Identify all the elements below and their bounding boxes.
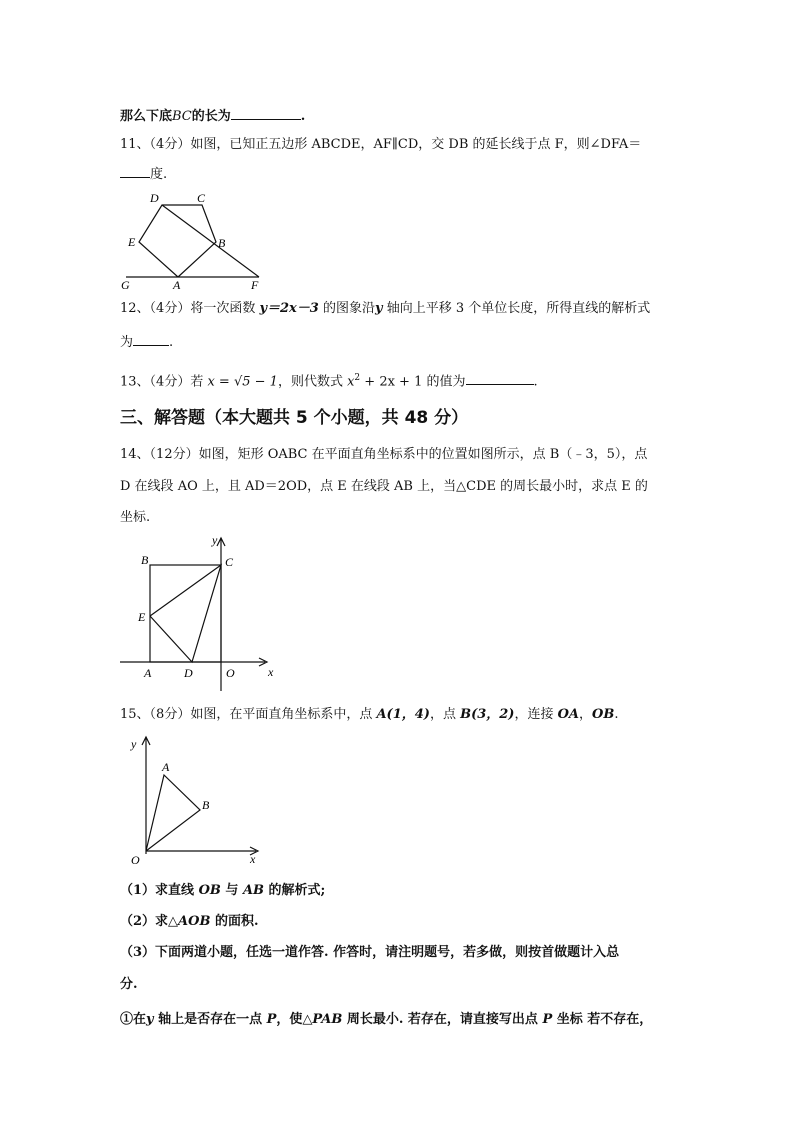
q13-expr1: x = √5 − 1	[207, 374, 278, 390]
q15-sub1-p: P	[266, 1012, 277, 1027]
label-y: y	[212, 533, 218, 547]
q12-line1	[120, 300, 650, 318]
q15-intro	[120, 706, 619, 724]
q13-a: 13、（4分）若	[120, 374, 208, 390]
q15-sub1-triangle: △PAB	[302, 1012, 343, 1027]
q11-line2	[120, 164, 167, 184]
label-a: A	[162, 760, 170, 774]
label-a: A	[144, 666, 152, 680]
label-g: G	[121, 278, 130, 292]
q14-line2: D 在线段 AO 上，且 AD＝2OD，点 E 在线段 AB 上，当△CDE 的周长最小时，求点 E 的	[120, 479, 648, 494]
q12-y: y	[375, 301, 383, 316]
label-b: B	[141, 553, 149, 567]
q12-line1-a: 12、（4分）将一次函数	[120, 301, 260, 316]
q15-part1	[120, 882, 325, 900]
label-c: C	[197, 191, 206, 205]
q12-line1-b: 的图象沿	[318, 301, 375, 316]
label-b: B	[218, 236, 226, 250]
q15-sub1-p2: P	[542, 1012, 553, 1027]
q10-end: .	[300, 109, 306, 124]
q12-equation: y＝2x－3	[259, 301, 319, 316]
q11-line2-end: 度.	[150, 167, 168, 182]
q10-suffix: 的长为	[191, 109, 231, 124]
q10-answer-blank[interactable]	[231, 106, 301, 120]
q15-sub1-y: y	[146, 1012, 154, 1027]
q15-part1-ob: OB	[198, 883, 221, 898]
q15-part1-a: （1）求直线	[120, 883, 199, 898]
q13-expr2-sup: 2	[354, 373, 361, 383]
q10-var: BC	[172, 109, 192, 124]
q12-line2	[120, 332, 173, 352]
q13-line	[120, 369, 538, 391]
q15-part2-triangle: △AOB	[168, 914, 211, 929]
q12-line2-end: .	[169, 335, 174, 350]
section-3-heading: 三、解答题（本大题共 5 个小题，共 48 分）	[120, 408, 469, 428]
q13-answer-blank[interactable]	[466, 371, 534, 385]
q12-line1-c: 轴向上平移 3 个单位长度，所得直线的解析式	[382, 301, 651, 316]
rectangle-oabc	[150, 565, 221, 662]
q12-answer-blank[interactable]	[133, 332, 169, 346]
q15-sub1	[120, 1011, 652, 1029]
label-c: C	[225, 555, 234, 569]
q15-intro-c: ，连接	[514, 707, 558, 722]
q15-part3-line1: （3）下面两道小题，任选一道作答. 作答时，请注明题号，若多做，则按首做题计入总	[120, 945, 620, 960]
label-a: A	[173, 278, 181, 292]
label-f: F	[251, 278, 259, 292]
label-d: D	[150, 191, 159, 205]
q10-line	[120, 106, 305, 126]
q14-rectangle-figure	[115, 528, 285, 693]
label-o: O	[131, 853, 140, 867]
q11-pentagon-figure	[115, 188, 275, 292]
q13-end: .	[533, 374, 538, 390]
label-e: E	[138, 610, 146, 624]
q11-answer-blank[interactable]	[120, 164, 150, 178]
q14-line1: 14、（12分）如图，矩形 OABC 在平面直角坐标系中的位置如图所示，点 B（﹣3，5），点	[120, 447, 648, 462]
q14-line3: 坐标.	[120, 510, 151, 525]
q15-part2-b: 的面积.	[210, 914, 259, 929]
label-x: x	[268, 665, 274, 679]
label-y: y	[131, 737, 137, 751]
q15-sub1-a: ①在	[120, 1012, 147, 1027]
q11-line1: 11、（4分）如图，已知正五边形 ABCDE，AF∥CD，交 DB 的延长线于点 F，则∠DFA＝	[120, 137, 642, 152]
line-df	[162, 205, 259, 277]
q15-sub1-b: 轴上是否存在一点	[153, 1012, 267, 1027]
triangle-cde	[150, 565, 221, 662]
label-o: O	[226, 666, 235, 680]
q15-b-coord: B(3，2)	[460, 707, 515, 722]
q15-oa: OA	[557, 707, 580, 722]
q15-a-coord: A(1，4)	[376, 707, 430, 722]
q12-line2-a: 为	[120, 335, 134, 350]
q15-part1-c: 的解析式;	[264, 883, 326, 898]
q15-part1-b: 与	[220, 883, 243, 898]
q15-sub1-d: 周长最小. 若存在，请直接写出点	[342, 1012, 543, 1027]
label-d: D	[184, 666, 193, 680]
q13-c: 的值为	[422, 374, 466, 390]
q15-ob: OB	[592, 707, 615, 722]
q15-sub1-e: 坐标 若不存在，	[552, 1012, 653, 1027]
label-b: B	[202, 798, 210, 812]
q15-part3-line2: 分.	[120, 977, 138, 992]
q15-part2	[120, 913, 259, 931]
q15-triangle-figure	[122, 728, 272, 868]
q15-dot: .	[614, 707, 619, 722]
q15-part1-ab: AB	[242, 883, 265, 898]
q15-intro-b: ，点	[429, 707, 461, 722]
q15-sub1-c: ，使	[276, 1012, 303, 1027]
q13-b: ，则代数式	[277, 374, 348, 390]
triangle-aob	[146, 775, 200, 851]
q15-intro-a: 15、（8分）如图，在平面直角坐标系中，点	[120, 707, 377, 722]
label-e: E	[128, 235, 136, 249]
q10-prefix: 那么下底	[120, 109, 173, 124]
label-x: x	[250, 852, 256, 866]
q15-part2-a: （2）求	[120, 914, 169, 929]
q15-sep: ，	[579, 707, 593, 722]
q13-expr2-x: x	[347, 374, 355, 390]
q13-expr2-rest: + 2x + 1	[360, 374, 423, 390]
